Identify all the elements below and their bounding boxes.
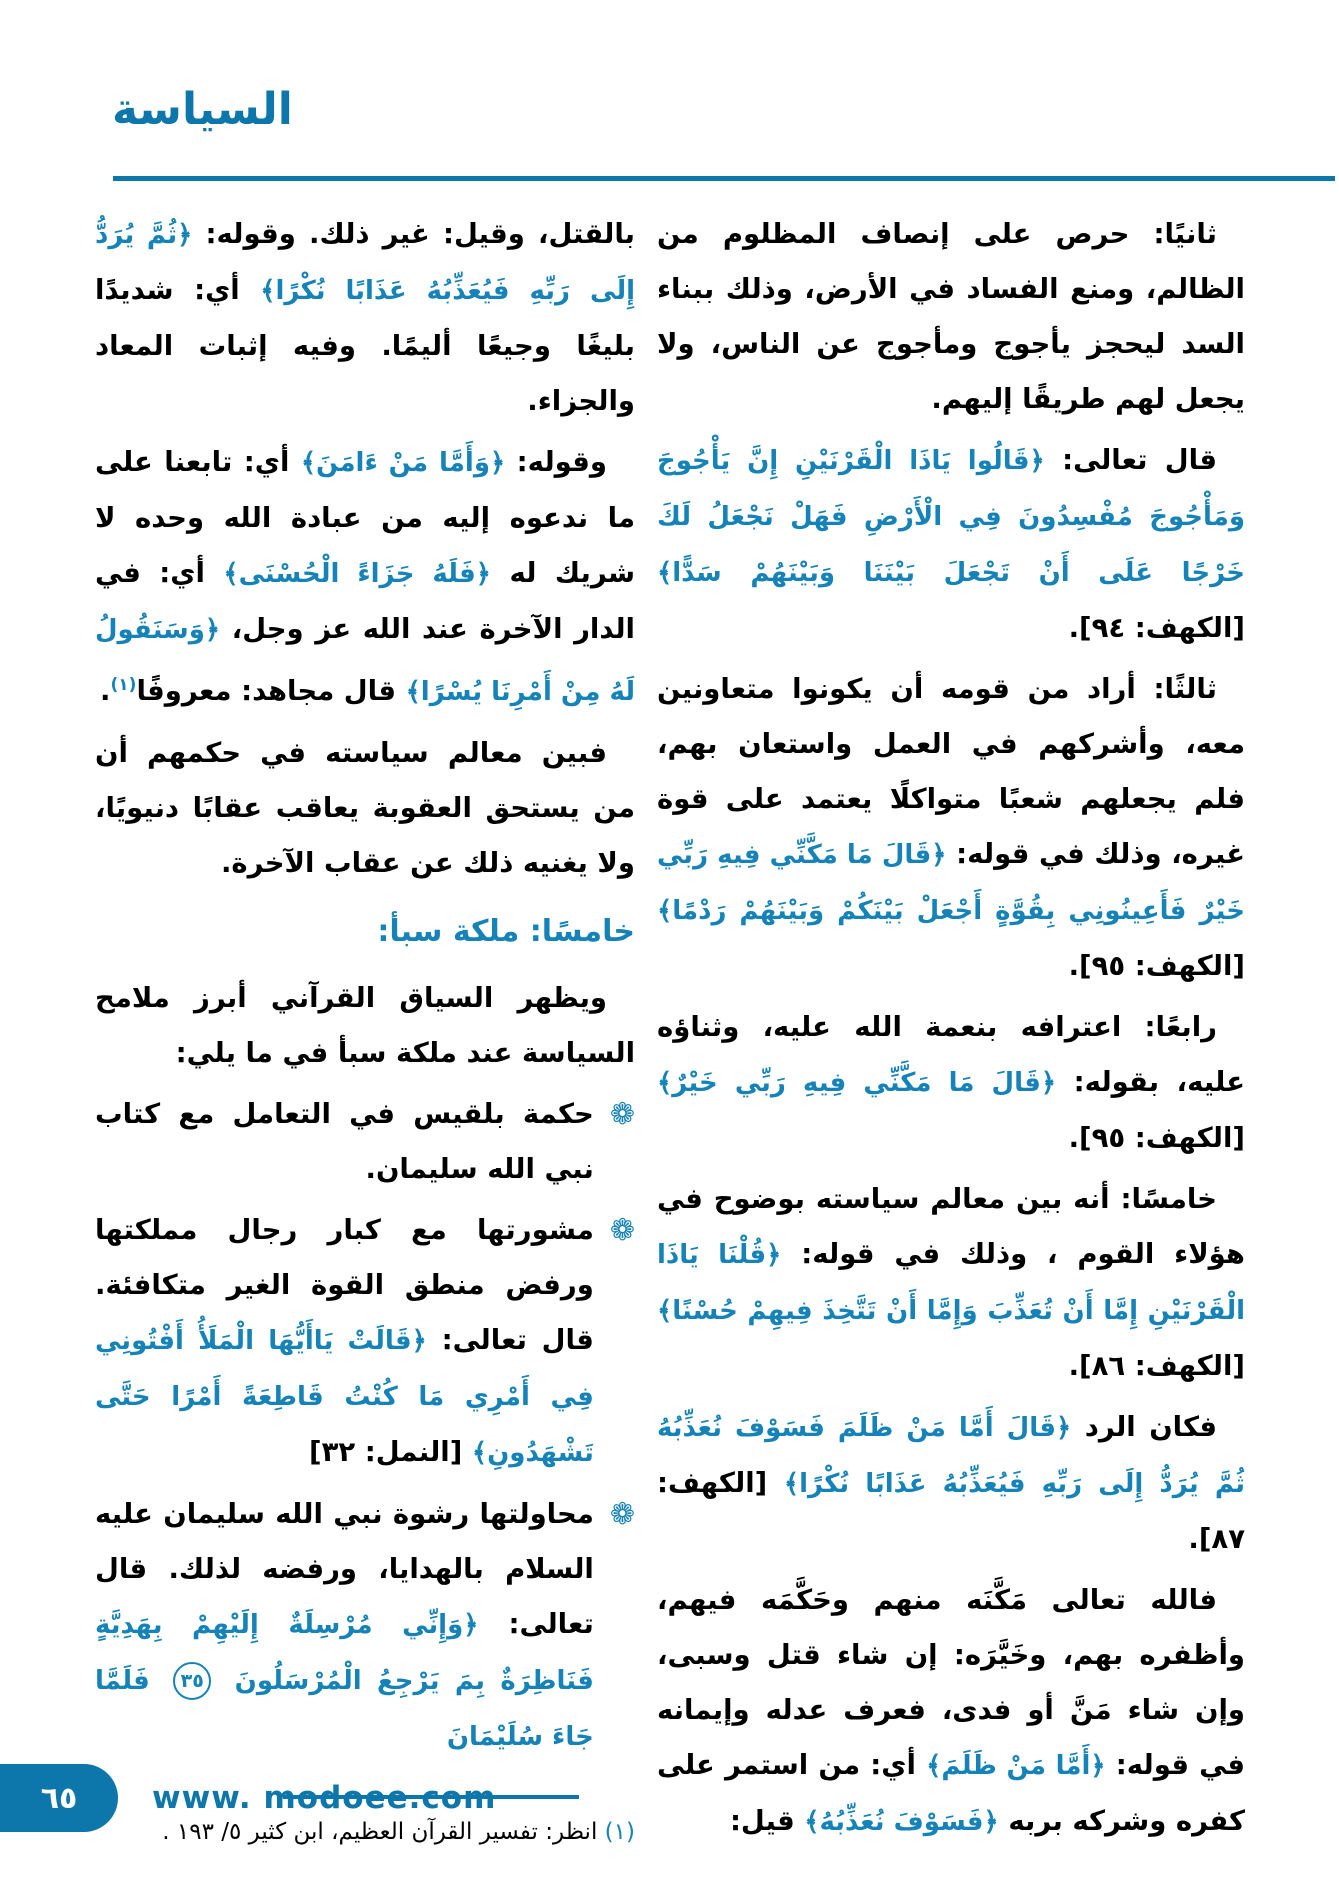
- footnote: [95, 1813, 635, 1851]
- body-text: فالله تعالى مَكَّنَه منهم وحَكَّمَه فيهم، وأظفره بهم، وخَيَّرَه: إن شاء قتل وسبى، وإن شاء مَنَّ أو فدى، فعرف عدله وإيمانه في قوله:: [657, 1584, 1245, 1781]
- bullet-text: [95, 1203, 594, 1481]
- body-text: ثانيًا: حرص على إنصاف المظلوم من الظالم، ومنع الفساد في الأرض، وذلك ببناء السد ليحجز يأجوج ومأجوج عن الناس، ولا يجعل لهم طريقًا إليهم.: [657, 218, 1245, 415]
- body-text: قال مجاهد: معروفًا: [136, 675, 406, 708]
- body-text: .: [100, 675, 111, 708]
- quran-verse: ﴿قُلْنَا يَاذَا الْقَرْنَيْنِ إِمَّا أَنْ تُعَذِّبَ وَإِمَّا أَنْ تَتَّخِذَ فِيهِمْ حُسْنًا﴾: [657, 1240, 1245, 1326]
- body-text: محاولتها رشوة نبي الله سليمان عليه السلام بالهدايا، ورفضه لذلك. قال تعالى:: [95, 1498, 594, 1641]
- body-text: حكمة بلقيس في التعامل مع كتاب نبي الله سليمان.: [95, 1098, 594, 1186]
- paragraph-reply: [657, 1400, 1245, 1567]
- body-text: [الكهف: ٩٤].: [1068, 612, 1245, 644]
- website-url: www. modoee.com: [152, 1780, 497, 1816]
- quran-verse: ﴿وَأَمَّا مَنْ ءَامَنَ﴾: [300, 448, 506, 478]
- body-text: قيل:: [729, 1805, 805, 1837]
- section-heading-queen-of-sheba: خامسًا: ملكة سبأ:: [377, 914, 635, 950]
- paragraph-fourth: [657, 1000, 1245, 1166]
- body-text: ثالثًا: أراد من قومه أن يكونوا متعاونين معه، وأشركهم في العمل واستعان بهم، فلم يجعلهم شعبًا متواكلًا يعتمد على قوة غيره، وذلك في قوله:: [657, 673, 1245, 870]
- paragraph-summary: [95, 726, 635, 891]
- paragraph-verse-kahf-94: [657, 433, 1245, 656]
- bullet-item-wisdom: [95, 1087, 635, 1203]
- paragraph-fifth: [657, 1172, 1245, 1394]
- quran-verse: ﴿أَمَّا مَنْ ظَلَمَ﴾: [926, 1751, 1106, 1781]
- ayah-number-badge: ٣٥: [173, 1662, 211, 1700]
- paragraph-conclusion: [657, 1573, 1245, 1850]
- right-column: [657, 207, 1245, 1856]
- quran-verse: ﴿وَسَنَقُولُ لَهُ مِنْ أَمْرِنَا يُسْرًا﴾: [95, 615, 635, 708]
- page-title: السياسة: [112, 84, 293, 135]
- body-text: خامسًا: أنه بين معالم سياسته بوضوح في هؤلاء القوم ، وذلك في قوله:: [657, 1183, 1245, 1270]
- body-text: أي: من استمر على كفره وشركه بربه: [657, 1749, 1245, 1837]
- body-text: انظر: تفسير القرآن العظيم، ابن كثير ٥/ ١٩٣ .: [162, 1819, 605, 1846]
- paragraph-continuation: [95, 207, 635, 429]
- quran-verse: ﴿قَالَتْ يَاأَيُّهَا الْمَلَأُ أَفْتُونِي فِي أَمْرِي مَا كُنْتُ قَاطِعَةً أَمْرًا حَتَّى تَشْهَدُونِ﴾: [95, 1326, 594, 1469]
- quran-verse: ﴿ثُمَّ يُرَدُّ إِلَى رَبِّهِ فَيُعَذِّبُهُ عَذَابًا نُكْرًا﴾: [95, 220, 636, 306]
- footnote-ref-superscript: (١): [110, 675, 137, 695]
- flower-bullet-icon: ❁: [609, 1097, 635, 1133]
- body-text: [النمل: ٣٢]: [309, 1436, 472, 1469]
- body-text: [الكهف: ٩٥].: [1068, 1122, 1245, 1154]
- body-text: [الكهف: ٩٥].: [1068, 950, 1245, 982]
- quran-verse: ﴿قَالَ مَا مَكَّنِّي فِيهِ رَبِّي خَيْرٌ فَأَعِينُونِي بِقُوَّةٍ أَجْعَلْ بَيْنَكُمْ وَبَيْنَهُمْ رَدْمًا﴾: [657, 840, 1245, 926]
- bullet-item-bribe: [95, 1487, 635, 1771]
- body-text: [الكهف: ٨٧].: [657, 1467, 1245, 1555]
- paragraph-quote-amana: [95, 435, 635, 720]
- body-text: قال تعالى:: [1044, 444, 1217, 476]
- body-text: مشورتها مع كبار رجال مملكتها ورفض منطق القوة الغير متكافئة. قال تعالى:: [95, 1214, 594, 1357]
- body-text: بالقتل، وقيل: غير ذلك. وقوله:: [192, 218, 636, 250]
- body-text: أي: تابعنا على ما ندعوه إليه من عبادة الله وحده لا شريك له: [95, 446, 636, 589]
- flower-bullet-icon: ❁: [609, 1497, 635, 1533]
- quran-verse: ﴿فَلَهُ جَزَاءً الْحُسْنَى﴾: [223, 559, 492, 589]
- quran-verse: ﴿فَسَوْفَ نُعَذِّبُهُ﴾: [804, 1807, 999, 1837]
- bullet-text: [95, 1487, 594, 1765]
- body-text: رابعًا: اعترافه بنعمة الله عليه، وثناؤه عليه، بقوله:: [657, 1011, 1245, 1098]
- bullet-text: [95, 1087, 594, 1197]
- bullet-item-consultation: [95, 1203, 635, 1487]
- body-text: [الكهف: ٨٦].: [1068, 1350, 1245, 1382]
- flower-bullet-icon: ❁: [609, 1213, 635, 1249]
- quran-verse: ﴿قَالُوا يَاذَا الْقَرْنَيْنِ إِنَّ يَأْجُوجَ وَمَأْجُوجَ مُفْسِدُونَ فِي الْأَرْضِ فَهَلْ نَجْعَلُ لَكَ خَرْجًا عَلَى أَنْ تَجْعَلَ بَيْنَنَا وَبَيْنَهُمْ سَدًّا﴾: [657, 446, 1245, 588]
- body-text: فبين معالم سياسته في حكمهم أن من يستحق العقوبة يعاقب عقابًا دنيويًا، ولا يغنيه ذلك عن عقاب الآخرة.: [95, 737, 635, 880]
- footnote-marker: (١): [604, 1819, 635, 1846]
- paragraph-third: [657, 662, 1245, 994]
- page-number-badge: [0, 1764, 118, 1832]
- paragraph-intro-list: [95, 971, 635, 1081]
- page-content: [95, 207, 1245, 1856]
- left-column: [95, 207, 635, 1851]
- body-text: فكان الرد: [1071, 1411, 1217, 1443]
- paragraph-second: [657, 207, 1245, 427]
- header-rule: [113, 176, 1335, 181]
- body-text: أي: شديدًا بليغًا وجيعًا أليمًا. وفيه إثبات المعاد والجزاء.: [95, 274, 635, 417]
- quran-verse: فَلَمَّا جَاءَ سُلَيْمَانَ: [95, 1666, 594, 1753]
- body-text: وقوله:: [505, 446, 608, 478]
- quran-verse: ﴿قَالَ مَا مَكَّنِّي فِيهِ رَبِّي خَيْرٌ﴾: [657, 1068, 1057, 1098]
- body-text: أي: في الدار الآخرة عند الله عز وجل،: [95, 557, 635, 645]
- quran-verse: ﴿وَإِنِّي مُرْسِلَةٌ إِلَيْهِمْ بِهَدِيَّةٍ فَنَاظِرَةٌ بِمَ يَرْجِعُ الْمُرْسَلُونَ: [95, 1610, 594, 1697]
- quran-verse: ﴿قَالَ أَمَّا مَنْ ظَلَمَ فَسَوْفَ نُعَذِّبُهُ ثُمَّ يُرَدُّ إِلَى رَبِّهِ فَيُعَذِّبُهُ عَذَابًا نُكْرًا﴾: [657, 1413, 1245, 1499]
- body-text: ويظهر السياق القرآني أبرز ملامح السياسة عند ملكة سبأ في ما يلي:: [95, 982, 635, 1070]
- page-number: ٦٥: [40, 1780, 78, 1816]
